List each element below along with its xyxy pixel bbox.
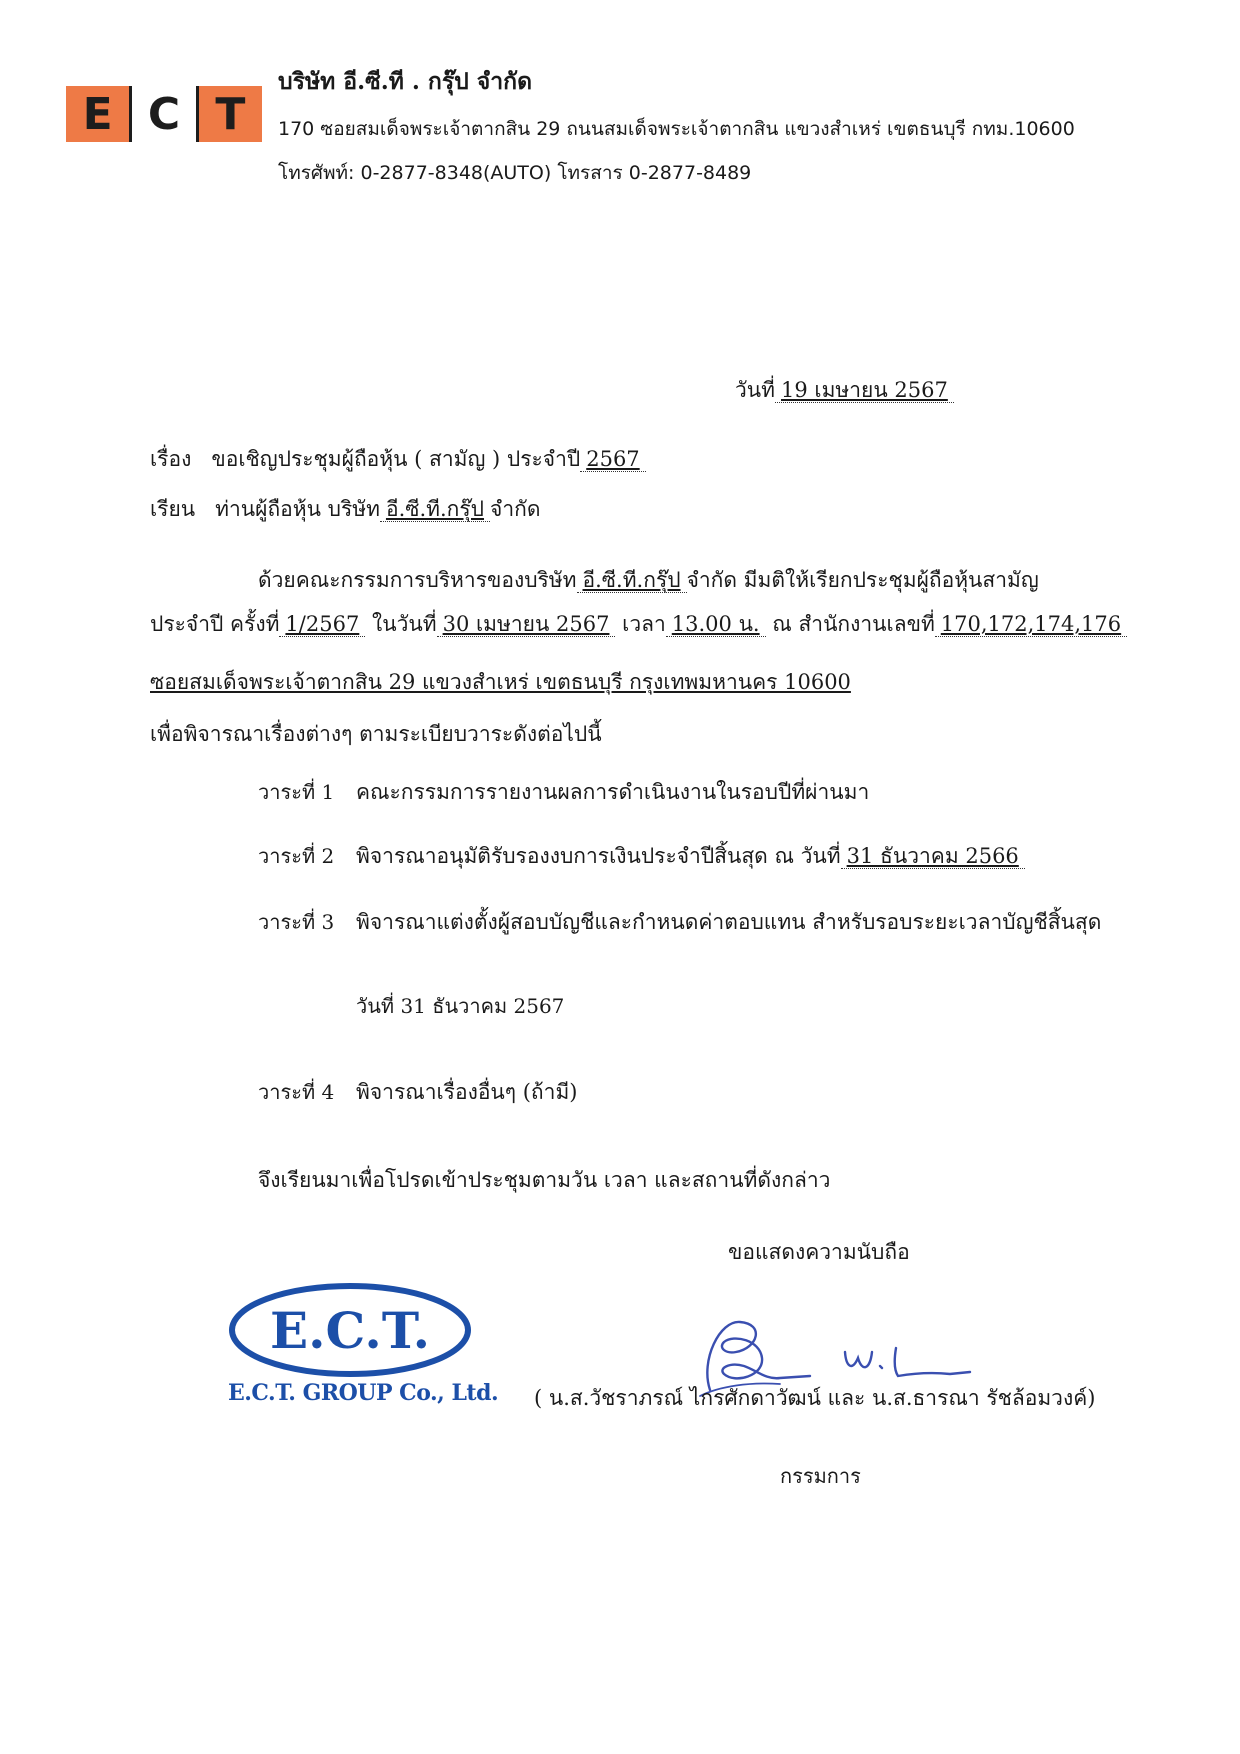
date-value: 19 เมษายน 2567: [775, 378, 954, 403]
company-address: 170 ซอยสมเด็จพระเจ้าตากสิน 29 ถนนสมเด็จพระเจ้าตากสิน แขวงสำเหร่ เขตธนบุรี กทม.10600: [278, 118, 1075, 140]
signer-names: ( น.ส.วัชราภรณ์ ไกรศักดาวัฒน์ และ น.ส.ธารณา รัชล้อมวงค์): [534, 1386, 1096, 1410]
body-text: จำกัด มีมติให้เรียกประชุมผู้ถือหุ้นสามัญ: [686, 568, 1039, 592]
meeting-address: ซอยสมเด็จพระเจ้าตากสิน 29 แขวงสำเหร่ เขตธนบุรี กรุงเทพมหานคร 10600: [150, 670, 851, 694]
stamp-text: E.C.T.: [269, 1301, 431, 1360]
to-company: อี.ซี.ที.กรุ๊ป: [380, 497, 490, 522]
recipient-line: [150, 493, 540, 526]
letter-date: [735, 374, 954, 407]
meeting-date: 30 เมษายน 2567: [437, 612, 616, 637]
date-label: วันที่: [735, 378, 775, 402]
to-label: เรียน: [150, 497, 196, 521]
company-stamp: [226, 1280, 474, 1380]
agenda-1-label: วาระที่ 1: [258, 780, 335, 804]
agenda-2-label: วาระที่ 2: [258, 844, 335, 868]
agenda-1-text: คณะกรรมการรายงานผลการดำเนินงานในรอบปีที่ผ่านมา: [356, 780, 870, 804]
logo-letter-c: C: [132, 86, 195, 142]
logo-letter-e: E: [66, 86, 129, 142]
body-paragraph-2: [150, 608, 1127, 641]
agenda-4-text: พิจารณาเรื่องอื่นๆ (ถ้ามี): [356, 1080, 578, 1104]
to-suffix: จำกัด: [490, 497, 541, 521]
subject-text: ขอเชิญประชุมผู้ถือหุ้น ( สามัญ ) ประจำปี: [211, 447, 581, 471]
agenda-2-text: [356, 840, 1025, 873]
company-phone: โทรศัพท์: 0-2877-8348(AUTO) โทรสาร 0-2877-8489: [278, 162, 752, 184]
body-company: อี.ซี.ที.กรุ๊ป: [577, 568, 687, 593]
subject-label: เรื่อง: [150, 447, 192, 471]
company-name: บริษัท อี.ซี.ที . กรุ๊ป จำกัด: [278, 68, 533, 95]
meeting-number: 1/2567: [279, 612, 365, 637]
to-text: ท่านผู้ถือหุ้น บริษัท: [215, 497, 380, 521]
body-paragraph-1: [258, 564, 1039, 597]
body-text: เวลา: [622, 612, 666, 636]
body-paragraph-4: เพื่อพิจารณาเรื่องต่างๆ ตามระเบียบวาระดังต่อไปนี้: [150, 722, 602, 746]
body-text: ณ สำนักงานเลขที่: [772, 612, 935, 636]
body-text: ด้วยคณะกรรมการบริหารของบริษัท: [258, 568, 577, 592]
meeting-time: 13.00 น.: [666, 612, 766, 637]
office-number: 170,172,174,176: [935, 612, 1127, 637]
body-paragraph-3: [150, 666, 851, 699]
body-text: ประจำปี ครั้งที่: [150, 612, 280, 636]
agenda-3-label: วาระที่ 3: [258, 910, 335, 934]
subject-line: [150, 443, 646, 476]
subject-year: 2567: [580, 447, 645, 472]
agenda-2-body: พิจารณาอนุมัติรับรองงบการเงินประจำปีสิ้นสุด ณ วันที่: [356, 844, 841, 868]
signer-role: กรรมการ: [780, 1464, 861, 1488]
agenda-3-continuation: วันที่ 31 ธันวาคม 2567: [356, 994, 565, 1018]
body-text: ในวันที่: [372, 612, 437, 636]
company-logo: [66, 86, 262, 142]
logo-letter-t: T: [199, 86, 262, 142]
regards-line: ขอแสดงความนับถือ: [728, 1240, 910, 1264]
agenda-4-label: วาระที่ 4: [258, 1080, 335, 1104]
agenda-3-text: พิจารณาแต่งตั้งผู้สอบบัญชีและกำหนดค่าตอบแทน สำหรับรอบระยะเวลาบัญชีสิ้นสุด: [356, 910, 1102, 934]
closing-line: จึงเรียนมาเพื่อโปรดเข้าประชุมตามวัน เวลา และสถานที่ดังกล่าว: [258, 1168, 831, 1192]
stamp-subtitle: E.C.T. GROUP Co., Ltd.: [228, 1380, 499, 1406]
agenda-2-date: 31 ธันวาคม 2566: [841, 844, 1025, 869]
